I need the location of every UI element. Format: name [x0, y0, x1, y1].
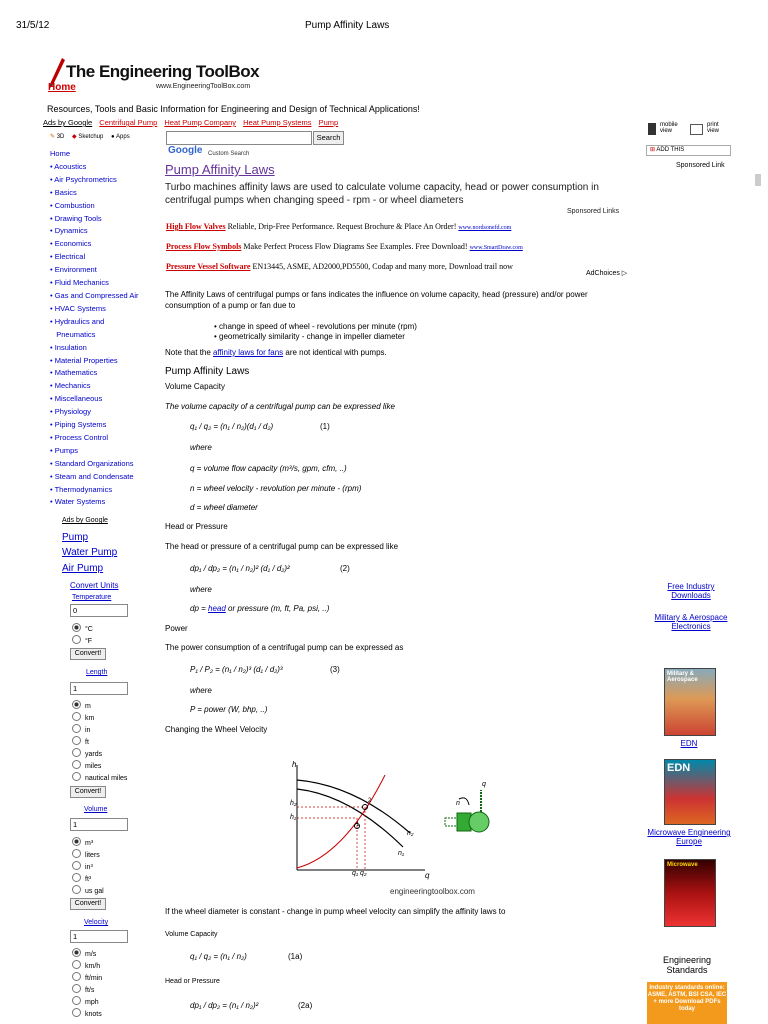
print-title: Pump Affinity Laws: [305, 20, 390, 31]
nav-standard-organizations[interactable]: • Standard Organizations: [50, 458, 134, 468]
bullet-speed: • change in speed of wheel - revolutions per minute (rpm): [214, 322, 417, 331]
left-ad-water-pump[interactable]: Water Pump: [62, 547, 118, 558]
convert-volume-button[interactable]: Convert!: [70, 898, 106, 910]
radio-knots[interactable]: knots: [72, 1008, 102, 1018]
constant-diameter-text: If the wheel diameter is constant - change in pump wheel velocity can simplify the affinity laws to: [165, 907, 506, 916]
nav-hydraulics[interactable]: • Hydraulics and: [50, 316, 105, 326]
convert-units-title[interactable]: Convert Units: [70, 581, 119, 590]
ad-text: Reliable, Drip-Free Performance. Request Brochure & Place An Order!: [227, 222, 457, 231]
ad-link-centrifugal-pump[interactable]: Centrifugal Pump: [99, 118, 158, 127]
radio-m3[interactable]: m³: [72, 837, 93, 847]
bullet-geometry: • geometrically similarity - change in impeller diameter: [214, 332, 405, 341]
app-apps[interactable]: Apps: [116, 134, 130, 140]
equation-2: dp₁ / dp₂ = (n₁ / n₂)² (d₁ / d₂)²: [190, 564, 290, 573]
pump-icon: [445, 790, 489, 832]
radio-ft3[interactable]: ft³: [72, 873, 91, 883]
diagram-q-arrow: q: [482, 781, 486, 788]
sketchup-icon[interactable]: ◆: [72, 134, 77, 140]
nav-thermodynamics[interactable]: • Thermodynamics: [50, 484, 113, 494]
convert-length-button[interactable]: Convert!: [70, 786, 106, 798]
apple-icon[interactable]: ●: [111, 134, 115, 140]
definition-dp: dp = head or pressure (m, ft, Pa, psi, ..): [190, 604, 330, 613]
where-3: where: [190, 686, 212, 695]
nav-physiology[interactable]: • Physiology: [50, 407, 91, 417]
length-label[interactable]: Length: [86, 669, 108, 676]
equation-1a: q₁ / q₂ = (n₁ / n₂): [190, 952, 247, 961]
changing-velocity-heading: Changing the Wheel Velocity: [165, 725, 268, 734]
ad-link-heat-pump-systems[interactable]: Heat Pump Systems: [243, 118, 312, 127]
nav-pneumatics[interactable]: Pneumatics: [50, 329, 96, 339]
left-ads-label[interactable]: Ads by Google: [62, 517, 108, 524]
mobile-view-link[interactable]: mobile view: [660, 122, 678, 134]
volume-input[interactable]: 1: [70, 818, 128, 831]
left-ad-air-pump[interactable]: Air Pump: [62, 563, 104, 574]
ad-title[interactable]: Pressure Vessel Software: [166, 262, 251, 271]
nav-drawing-tools[interactable]: • Drawing Tools: [50, 213, 102, 223]
diagram-credit: engineeringtoolbox.com: [390, 887, 475, 896]
pump-curve-diagram: [285, 755, 505, 895]
equation-1: q₁ / q₂ = (n₁ / n₂)(d₁ / d₂): [190, 422, 274, 431]
diagram-axis-q: q: [425, 871, 430, 880]
radio-miles[interactable]: miles: [72, 760, 101, 770]
definition-p: P = power (W, bhp, ..): [190, 705, 268, 714]
home-link[interactable]: Home: [48, 82, 76, 93]
head-link[interactable]: head: [208, 604, 226, 613]
radio-celsius[interactable]: °C: [72, 623, 93, 633]
military-aerospace-link[interactable]: Military & Aerospace Electronics: [654, 613, 728, 631]
volume-capacity-heading-2: Volume Capacity: [165, 931, 218, 938]
edn-link[interactable]: EDN: [680, 739, 698, 748]
microwave-cover[interactable]: [664, 859, 716, 927]
power-text: The power consumption of a centrifugal pump can be expressed as: [165, 643, 404, 652]
radio-ft-s[interactable]: ft/s: [72, 984, 94, 994]
head-pressure-heading-2: Head or Pressure: [165, 978, 220, 985]
power-heading: Power: [165, 624, 188, 633]
para-affinity-laws: The Affinity Laws of centrifugal pumps or fans indicates the influence on volume capacity, head (pressure) and/or power consumption of a pump or fan due to: [165, 290, 588, 310]
radio-km[interactable]: km: [72, 712, 94, 722]
nav-acoustics[interactable]: • Acoustics: [50, 161, 87, 171]
app-sketchup[interactable]: Sketchup: [78, 134, 104, 140]
ad-url[interactable]: www.nordsonefd.com: [458, 225, 512, 231]
ad-process-flow-symbols[interactable]: [166, 242, 523, 251]
diagram-n2: n₂: [407, 830, 414, 837]
equation-3-number: (3): [330, 665, 340, 674]
3d-icon[interactable]: ✎: [50, 134, 56, 140]
ad-text: Make Perfect Process Flow Diagrams See Examples. Free Download!: [243, 242, 468, 251]
temperature-input[interactable]: 0: [70, 604, 128, 617]
nav-basics[interactable]: • Basics: [50, 187, 77, 197]
nav-home[interactable]: Home: [50, 149, 71, 158]
length-input[interactable]: 1: [70, 682, 128, 695]
where-1: where: [190, 443, 212, 452]
velocity-label[interactable]: Velocity: [84, 919, 109, 926]
diagram-point-1: 1: [356, 822, 360, 828]
equation-2a: dp₁ / dp₂ = (n₁ / n₂)²: [190, 1001, 259, 1010]
top-ad-links: [43, 118, 343, 127]
search-input[interactable]: [166, 131, 312, 145]
temperature-label[interactable]: Temperature: [72, 594, 112, 601]
volume-label[interactable]: Volume: [84, 806, 108, 813]
equation-3: P₁ / P₂ = (n₁ / n₂)³ (d₁ / d₂)³: [190, 665, 283, 674]
mobile-icon[interactable]: [648, 123, 656, 135]
sponsored-links-label: Sponsored Links: [567, 208, 620, 215]
nav-steam-condensate[interactable]: • Steam and Condensate: [50, 471, 134, 481]
diagram-h1: h₁: [290, 814, 297, 821]
microwave-engineering-link[interactable]: Microwave Engineering Europe: [647, 828, 731, 846]
nav-gas-compressed-air[interactable]: • Gas and Compressed Air: [50, 290, 139, 300]
volume-capacity-text: The volume capacity of a centrifugal pump can be expressed like: [165, 402, 395, 411]
head-pressure-heading: Head or Pressure: [165, 522, 228, 531]
page-title: Pump Affinity Laws: [165, 162, 275, 177]
velocity-input[interactable]: 1: [70, 930, 128, 943]
radio-in[interactable]: in: [72, 724, 90, 734]
section-heading: Pump Affinity Laws: [165, 366, 250, 377]
print-date: 31/5/12: [16, 20, 50, 31]
diagram-n-label: n: [456, 800, 460, 807]
convert-temperature-button[interactable]: Convert!: [70, 648, 106, 660]
edn-cover[interactable]: [664, 759, 716, 825]
nav-hvac-systems[interactable]: • HVAC Systems: [50, 303, 106, 313]
nav-insulation[interactable]: • Insulation: [50, 342, 87, 352]
google-logo: Google: [168, 145, 203, 156]
search-button[interactable]: Search: [313, 131, 344, 145]
adchoices-link[interactable]: AdChoices ▷: [586, 270, 628, 277]
nav-air-psychrometrics[interactable]: • Air Psychrometrics: [50, 174, 117, 184]
addthis-button[interactable]: ⊞ ADD THIS: [646, 145, 731, 156]
app-links: [50, 133, 130, 140]
definition-d: d = wheel diameter: [190, 503, 258, 512]
radio-km-h[interactable]: km/h: [72, 960, 100, 970]
ad-pressure-vessel-software[interactable]: [166, 262, 513, 271]
diagram-axis-h: h: [292, 760, 297, 769]
site-tagline: Resources, Tools and Basic Information for Engineering and Design of Technical Applications!: [47, 104, 420, 114]
diagram-q1-q2: q₁ q₂: [352, 870, 367, 877]
print-view-link[interactable]: print view: [707, 122, 720, 134]
nav-electrical[interactable]: • Electrical: [50, 252, 86, 262]
nav-dynamics[interactable]: • Dynamics: [50, 226, 88, 236]
where-2: where: [190, 585, 212, 594]
radio-m-s[interactable]: m/s: [72, 948, 96, 958]
ad-high-flow-valves[interactable]: [166, 222, 511, 231]
custom-search-label: Custom Search: [208, 151, 250, 157]
radio-m[interactable]: m: [72, 700, 91, 710]
ad-url[interactable]: www.SmartDraw.com: [469, 245, 523, 251]
ads-by-google-label[interactable]: Ads by Google: [43, 118, 93, 127]
cover-title: Microwave: [667, 862, 698, 868]
nav-combustion[interactable]: • Combustion: [50, 200, 95, 210]
nav-miscellaneous[interactable]: • Miscellaneous: [50, 394, 103, 404]
radio-mph[interactable]: mph: [72, 996, 99, 1006]
ad-title[interactable]: Process Flow Symbols: [166, 242, 242, 251]
standards-ad-box[interactable]: Industry standards online: ASME, ASTM, BSI CSA, IEC + more Download PDFs today: [647, 982, 727, 1024]
nav-material-properties[interactable]: • Material Properties: [50, 355, 118, 365]
radio-nautical-miles[interactable]: nautical miles: [72, 772, 127, 782]
equation-1-number: (1): [320, 422, 330, 431]
fan-laws-link[interactable]: affinity laws for fans: [213, 348, 284, 357]
scrollbar[interactable]: [755, 174, 761, 186]
equation-1a-number: (1a): [288, 952, 303, 961]
sponsored-link-label: Sponsored Link: [676, 162, 725, 169]
radio-ft[interactable]: ft: [72, 736, 89, 746]
nav-fluid-mechanics[interactable]: • Fluid Mechanics: [50, 278, 109, 288]
nav-pumps[interactable]: • Pumps: [50, 445, 79, 455]
site-logo[interactable]: The Engineering ToolBox: [66, 62, 260, 81]
app-3d[interactable]: 3D: [56, 134, 65, 140]
head-pressure-text: The head or pressure of a centrifugal pump can be expressed like: [165, 542, 399, 551]
nav-piping-systems[interactable]: • Piping Systems: [50, 420, 107, 430]
left-ad-pump[interactable]: Pump: [62, 532, 89, 543]
radio-fahrenheit[interactable]: °F: [72, 635, 92, 645]
cover-title: EDN: [667, 762, 691, 774]
radio-liters[interactable]: liters: [72, 849, 100, 859]
radio-yards[interactable]: yards: [72, 748, 102, 758]
site-url: www.EngineeringToolBox.com: [156, 83, 251, 90]
definition-q: q = volume flow capacity (m³/s, gpm, cfm, ..): [190, 464, 347, 473]
radio-in3[interactable]: in³: [72, 861, 93, 871]
nav-environment[interactable]: • Environment: [50, 265, 97, 275]
diagram-n1: n₁: [398, 850, 405, 857]
page-intro: Turbo machines affinity laws are used to calculate volume capacity, head or power consumption in centrifugal pumps when changing speed - rpm - or wheel diameters: [165, 182, 599, 206]
nav-mechanics[interactable]: • Mechanics: [50, 381, 91, 391]
engineering-standards-heading: Engineering Standards: [662, 955, 712, 975]
left-nav: [50, 148, 139, 509]
military-aerospace-cover[interactable]: [664, 668, 716, 736]
nav-economics[interactable]: • Economics: [50, 239, 92, 249]
ad-link-heat-pump-company[interactable]: Heat Pump Company: [164, 118, 237, 127]
radio-us-gal[interactable]: us gal: [72, 885, 104, 895]
diagram-point-2: 2: [368, 798, 372, 804]
free-industry-downloads-link[interactable]: Free Industry Downloads: [667, 582, 715, 600]
equation-2a-number: (2a): [298, 1001, 313, 1010]
ad-title[interactable]: High Flow Valves: [166, 222, 226, 231]
ad-text: EN13445, ASME, AD2000,PD5500, Codap and many more, Download trail now: [252, 262, 513, 271]
volume-capacity-heading: Volume Capacity: [165, 382, 226, 391]
cover-title: Military & Aerospace: [667, 671, 698, 683]
nav-process-control[interactable]: • Process Control: [50, 432, 109, 442]
print-icon[interactable]: [690, 124, 703, 135]
ad-link-pump[interactable]: Pump: [318, 118, 339, 127]
nav-water-systems[interactable]: • Water Systems: [50, 497, 106, 507]
definition-n: n = wheel velocity - revolution per minute - (rpm): [190, 484, 362, 493]
nav-mathematics[interactable]: • Mathematics: [50, 368, 98, 378]
note-fans: Note that the affinity laws for fans are not identical with pumps.: [165, 348, 387, 357]
radio-ft-min[interactable]: ft/min: [72, 972, 102, 982]
diagram-h2: h₂: [290, 800, 297, 807]
equation-2-number: (2): [340, 564, 350, 573]
